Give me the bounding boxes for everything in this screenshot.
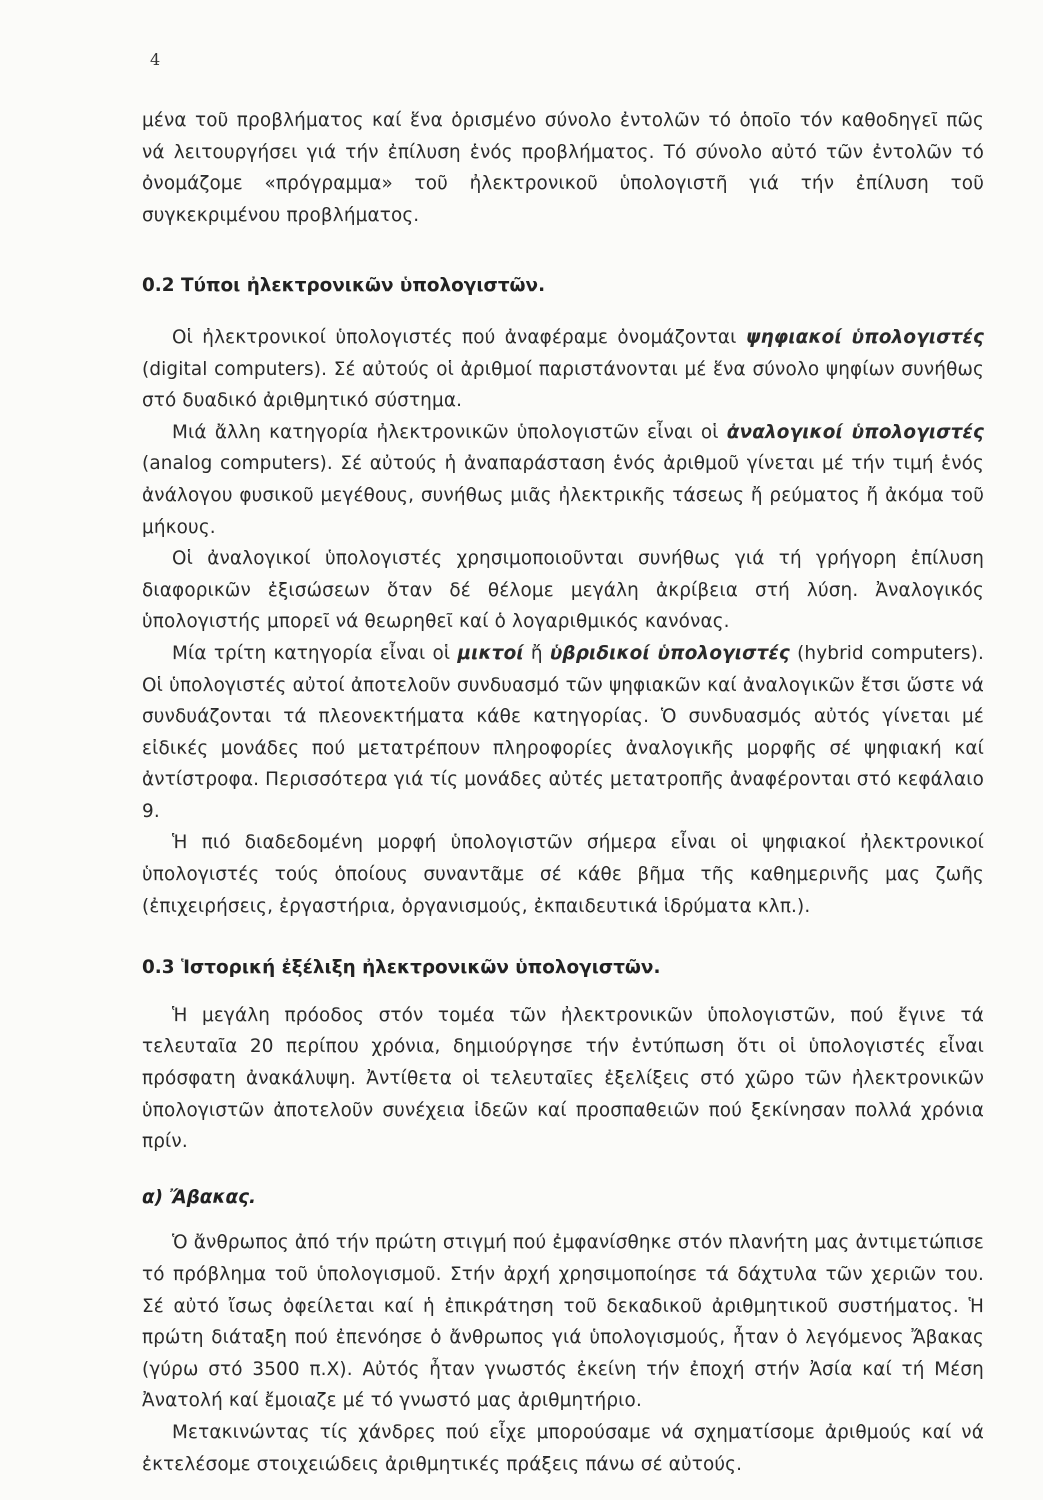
section-0-2-paragraph-5: Ἡ πιό διαδεδομένη μορφή ὑπολογιστῶν σήμερα εἶναι οἱ ψηφιακοί ἠλεκτρονικοί ὑπολογιστές τούς ὁποίους συναντᾶμε σέ κάθε βῆμα τῆς καθημερινῆς μας ζωῆς (ἐπιχειρήσεις, ἐργαστήρια, ὀργανισμούς, ἐκπαιδευτικά ἱδρύματα κλπ.). [142,832,984,917]
subsection-a-paragraph-1: Ὁ ἄνθρωπος ἀπό τήν πρώτη στιγμή πού ἐμφανίσθηκε στόν πλανήτη μας ἀντιμετώπισε τό πρόβλημα τοῦ ὑπολογισμοῦ. Στήν ἀρχή χρησιμοποίησε τά δάχτυλα τῶν χεριῶν του. Σέ αὐτό ἴσως ὀφείλεται καί ἡ ἐπικράτηση τοῦ δεκαδικοῦ ἀριθμητικοῦ συστήματος. Ἡ πρώτη διάταξη πού ἐπενόησε ὁ ἄνθρωπος γιά ὑπολογισμούς, ἦταν ὁ λεγόμενος Ἄβακας (γύρω στό 3500 π.Χ). Αὐτός ἦταν γνωστός ἐκείνη τήν ἐποχή στήν Ἀσία καί τή Μέση Ἀνατολή καί ἔμοιαζε μέ τό γνωστό μας ἀριθμητήριο. [142,1232,984,1412]
section-0-2-paragraph-3: Οἱ ἀναλογικοί ὑπολογιστές χρησιμοποιοῦνται συνήθως γιά τή γρήγορη ἐπίλυση διαφορικῶν ἐξισώσεων ὅταν δέ θέλομε μεγάλη ἀκρίβεια στή λύση. Ἀναλογικός ὑπολογιστής μπορεῖ νά θεωρηθεῖ καί ὁ λογαριθμικός κανόνας. [142,548,984,633]
subsection-a-heading: α) Ἄβακας. [142,1186,257,1208]
paragraph-text: (digital computers). Σέ αὐτούς οἱ ἀριθμοί παριστάνονται μέ ἕνα σύνολο ψηφίων συνήθως στό δυαδικό ἀριθμητικό σύστημα. [142,358,984,412]
subsection-a-paragraph-2: Μετακινώντας τίς χάνδρες πού εἶχε μπορούσαμε νά σχηματίσομε ἀριθμούς καί νά ἐκτελέσομε στοιχειώδεις ἀριθμητικές πράξεις πάνω σέ αὐτούς. [142,1421,984,1475]
paragraph-text: (hybrid computers). Οἱ ὑπολογιστές αὐτοί ἀποτελοῦν συνδυασμό τῶν ψηφιακῶν καί ἀναλογικῶν ἔτσι ὥστε νά συνδυάζονται τά πλεονεκτήματα κάθε κατηγορίας. Ὁ συνδυασμός αὐτός γίνεται μέ εἰδικές μονάδες πού μετατρέπουν πληροφορίες ἀναλογικῆς μορφῆς σέ ψηφιακή καί ἀντίστροφα. Περισσότερα γιά τίς μονάδες αὐτές μετατροπῆς ἀναφέρονται στό κεφάλαιο 9. [142,642,984,822]
section-0-2-heading: 0.2 Τύποι ἠλεκτρονικῶν ὑπολογιστῶν. [142,275,546,297]
term-mixed: μικτοί [457,642,524,664]
page-number: 4 [150,50,161,69]
section-0-2-paragraph-4 [142,638,984,828]
paragraph-text: ἤ [523,642,550,664]
term-hybrid-computers: ὑβριδικοί ὑπολογιστές [549,642,790,664]
term-analog-computers: ἀναλογικοί ὑπολογιστές [726,421,984,443]
paragraph-text: (analog computers). Σέ αὐτούς ἡ ἀναπαράσταση ἑνός ἀριθμοῦ γίνεται μέ τήν τιμή ἑνός ἀνάλογου φυσικοῦ μεγέθους, συνήθως μιᾶς ἠλεκτρικῆς τάσεως ἤ ρεύματος ἤ ἀκόμα τοῦ μήκους. [142,453,984,538]
page-body [142,105,984,1480]
section-0-3-heading: 0.3 Ἱστορική ἐξέλιξη ἠλεκτρονικῶν ὑπολογιστῶν. [142,957,661,979]
intro-paragraph: μένα τοῦ προβλήματος καί ἕνα ὁρισμένο σύνολο ἐντολῶν τό ὁποῖο τόν καθοδηγεῖ πῶς νά λειτουργήσει γιά τήν ἐπίλυση ἑνός προβλήματος. Τό σύνολο αὐτό τῶν ἐντολῶν τό ὀνομάζομε «πρόγραμμα» τοῦ ἠλεκτρονικοῦ ὑπολογιστῆ γιά τήν ἐπίλυση τοῦ συγκεκριμένου προβλήματος. [142,110,984,226]
paragraph-text: Μία τρίτη κατηγορία εἶναι οἱ [172,642,458,664]
paragraph-text: Οἱ ἠλεκτρονικοί ὑπολογιστές πού ἀναφέραμε ὀνομάζονται [172,326,746,348]
section-0-2-paragraph-1 [142,322,984,417]
paragraph-text: Μιά ἄλλη κατηγορία ἠλεκτρονικῶν ὑπολογιστῶν εἶναι οἱ [172,421,727,443]
section-0-2-paragraph-2 [142,417,984,543]
term-digital-computers: ψηφιακοί ὑπολογιστές [745,326,984,348]
section-0-3-paragraph-1: Ἡ μεγάλη πρόοδος στόν τομέα τῶν ἠλεκτρονικῶν ὑπολογιστῶν, πού ἔγινε τά τελευταῖα 20 περίπου χρόνια, δημιούργησε τήν ἐντύπωση ὅτι οἱ ὑπολογιστές εἶναι πρόσφατη ἀνακάλυψη. Ἀντίθετα οἱ τελευταῖες ἐξελίξεις στό χῶρο τῶν ἠλεκτρονικῶν ὑπολογιστῶν ἀποτελοῦν συνέχεια ἰδεῶν καί προσπαθειῶν πού ξεκίνησαν πολλά χρόνια πρίν. [142,1004,984,1153]
